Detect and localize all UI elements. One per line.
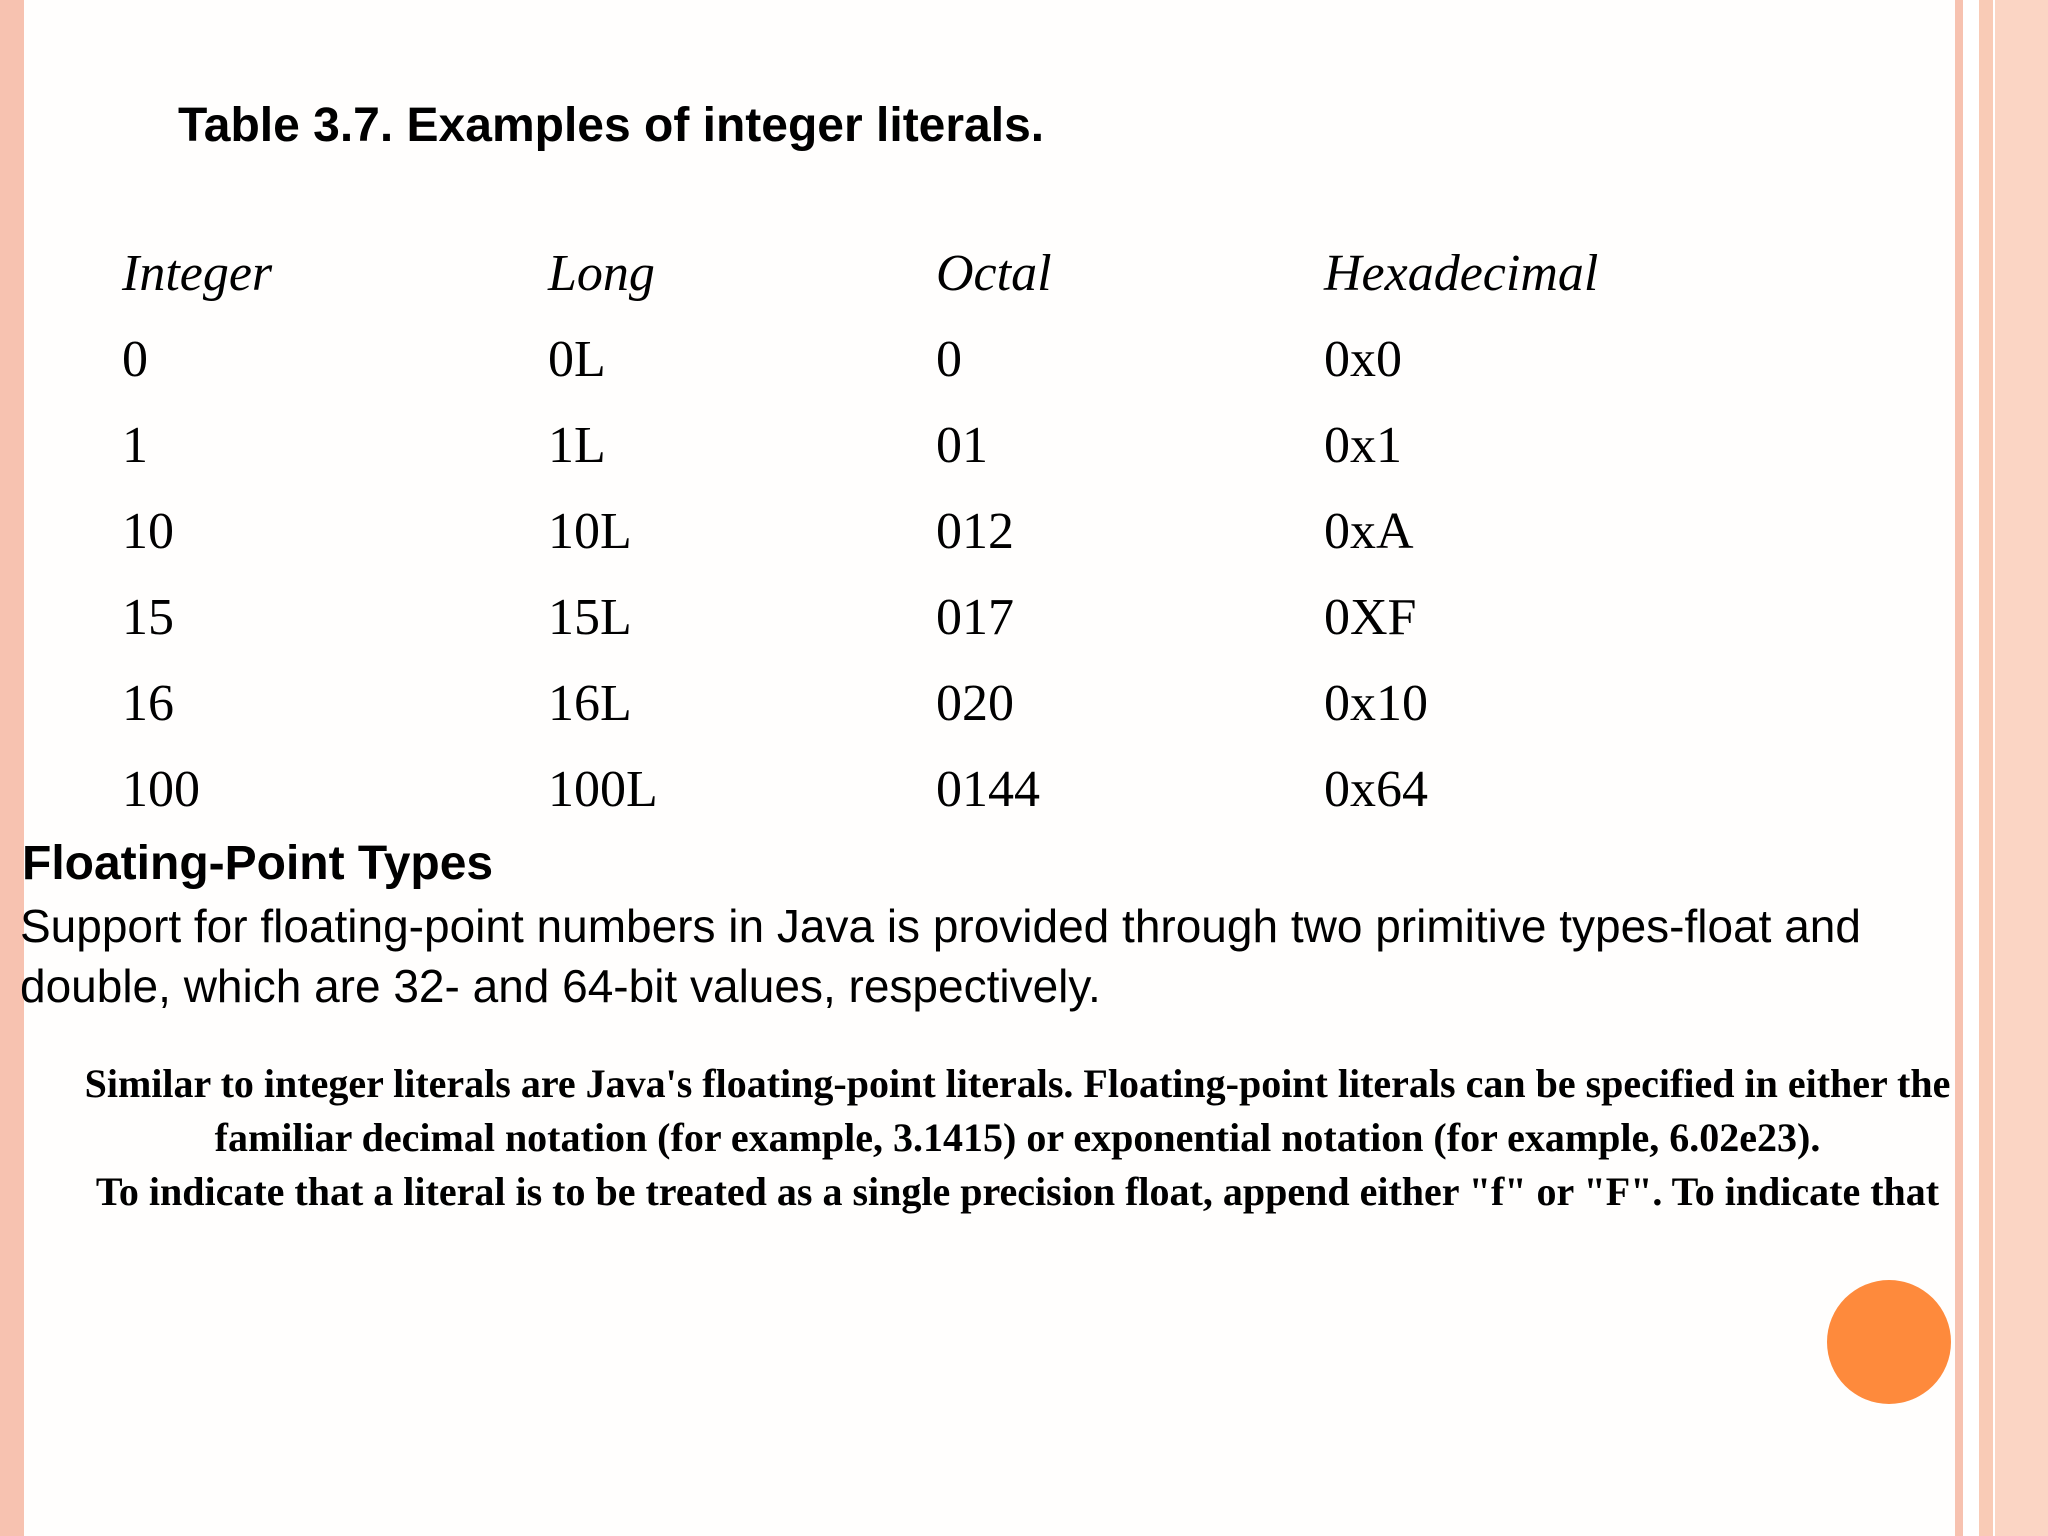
- right-frame-stripe: [1995, 0, 2048, 1536]
- notes-block: [40, 1057, 1995, 1219]
- cell-integer: 0: [122, 330, 148, 388]
- header-hexadecimal: Hexadecimal: [1324, 244, 1599, 302]
- cell-octal: 0: [936, 330, 962, 388]
- section-heading: Floating-Point Types: [22, 837, 494, 890]
- cell-long: 0L: [548, 330, 606, 388]
- integer-literals-table: [122, 230, 1744, 832]
- notes-paragraph: To indicate that a literal is to be treated as a single precision float, append either "f" or "F". To indicate that: [95, 1169, 1940, 1214]
- cell-integer: 15: [122, 588, 174, 646]
- table-header-row: [122, 230, 1744, 316]
- cell-octal: 01: [936, 416, 988, 474]
- table-row: [122, 574, 1744, 660]
- cell-integer: 16: [122, 674, 174, 732]
- header-octal: Octal: [936, 244, 1052, 302]
- table-row: [122, 488, 1744, 574]
- cell-hexadecimal: 0XF: [1324, 588, 1417, 646]
- header-integer: Integer: [122, 244, 273, 302]
- cell-hexadecimal: 0x64: [1324, 760, 1428, 818]
- cell-integer: 10: [122, 502, 174, 560]
- cell-hexadecimal: 0x0: [1324, 330, 1402, 388]
- cell-hexadecimal: 0xA: [1324, 502, 1414, 560]
- table-row: [122, 316, 1744, 402]
- cell-octal: 0144: [936, 760, 1040, 818]
- cell-octal: 020: [936, 674, 1014, 732]
- table-row: [122, 402, 1744, 488]
- right-frame-stripe: [1955, 0, 1963, 1536]
- table-title: Table 3.7. Examples of integer literals.: [178, 99, 1045, 152]
- cell-octal: 017: [936, 588, 1014, 646]
- right-frame-stripe: [1979, 0, 1993, 1536]
- cell-long: 100L: [548, 760, 658, 818]
- section-body: Support for floating-point numbers in Java is provided through two primitive types-float and double, which are 32- and 64-bit values, respectively.: [20, 900, 1861, 1012]
- decorative-circle: [1827, 1280, 1951, 1404]
- cell-hexadecimal: 0x1: [1324, 416, 1402, 474]
- cell-long: 15L: [548, 588, 632, 646]
- cell-long: 1L: [548, 416, 606, 474]
- cell-integer: 1: [122, 416, 148, 474]
- cell-hexadecimal: 0x10: [1324, 674, 1428, 732]
- table-row: [122, 746, 1744, 832]
- right-frame-gap: [1963, 0, 1979, 1536]
- table-row: [122, 660, 1744, 746]
- cell-octal: 012: [936, 502, 1014, 560]
- notes-paragraph: Similar to integer literals are Java's floating-point literals. Floating-point literals can be specified in either the familiar decimal notation (for example, 3.1415) or exponential notation (for example, 6.02e23).: [84, 1061, 1951, 1160]
- left-frame-stripe: [0, 0, 24, 1536]
- cell-integer: 100: [122, 760, 200, 818]
- cell-long: 16L: [548, 674, 632, 732]
- cell-long: 10L: [548, 502, 632, 560]
- header-long: Long: [548, 244, 655, 302]
